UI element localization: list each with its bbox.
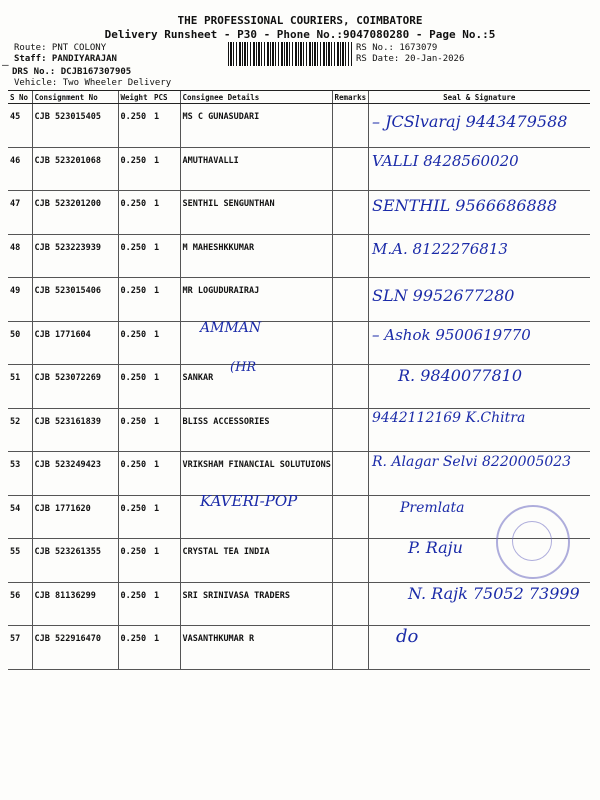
sno-cell: 56 bbox=[8, 582, 32, 626]
sno-cell: 45 bbox=[8, 104, 32, 148]
handwritten-signature: – JCSlvaraj 9443479588 bbox=[372, 112, 568, 131]
handwritten-signature: M.A. 8122276813 bbox=[372, 240, 508, 258]
weight-cell: 0.250 bbox=[118, 234, 152, 278]
sno-cell: 49 bbox=[8, 278, 32, 322]
remarks-cell bbox=[332, 147, 368, 191]
pcs-cell: 1 bbox=[152, 626, 180, 670]
consignee-cell: SANKAR bbox=[180, 365, 332, 409]
sno-cell: 50 bbox=[8, 321, 32, 365]
remarks-cell bbox=[332, 234, 368, 278]
handwritten-signature: 9442112169 K.Chitra bbox=[372, 410, 526, 426]
remarks-cell bbox=[332, 365, 368, 409]
consignee-cell: MR LOGUDURAIRAJ bbox=[180, 278, 332, 322]
consignment-cell: CJB 81136299 bbox=[32, 582, 118, 626]
pcs-cell: 1 bbox=[152, 147, 180, 191]
pcs-cell: 1 bbox=[152, 104, 180, 148]
remarks-cell bbox=[332, 321, 368, 365]
handwritten-signature: N. Rajk 75052 73999 bbox=[408, 584, 580, 603]
route-label: Route: PNT COLONY bbox=[14, 43, 107, 53]
consignee-cell: M MAHESHKKUMAR bbox=[180, 234, 332, 278]
col-weight: Weight bbox=[118, 91, 152, 104]
weight-cell: 0.250 bbox=[118, 582, 152, 626]
consignment-cell: CJB 523201200 bbox=[32, 191, 118, 235]
pcs-cell: 1 bbox=[152, 321, 180, 365]
barcode bbox=[228, 42, 352, 66]
remarks-cell bbox=[332, 495, 368, 539]
consignee-cell: SRI SRINIVASA TRADERS bbox=[180, 582, 332, 626]
consignment-cell: CJB 523072269 bbox=[32, 365, 118, 409]
pcs-cell: 1 bbox=[152, 539, 180, 583]
consignment-cell: CJB 1771620 bbox=[32, 495, 118, 539]
remarks-cell bbox=[332, 191, 368, 235]
remarks-cell bbox=[332, 408, 368, 452]
handwritten-signature: SLN 9952677280 bbox=[372, 286, 515, 305]
page-title: THE PROFESSIONAL COURIERS, COIMBATORE bbox=[177, 14, 423, 27]
weight-cell: 0.250 bbox=[118, 321, 152, 365]
consignment-cell: CJB 523015405 bbox=[32, 104, 118, 148]
consignee-cell: AMUTHAVALLI bbox=[180, 147, 332, 191]
remarks-cell bbox=[332, 582, 368, 626]
handwritten-signature: R. 9840077810 bbox=[398, 366, 523, 385]
consignment-cell: CJB 1771604 bbox=[32, 321, 118, 365]
weight-cell: 0.250 bbox=[118, 278, 152, 322]
weight-cell: 0.250 bbox=[118, 104, 152, 148]
sno-cell: 57 bbox=[8, 626, 32, 670]
col-remarks: Remarks bbox=[332, 91, 368, 104]
col-pcs: PCS bbox=[152, 91, 180, 104]
staff-label: Staff: PANDIYARAJAN bbox=[14, 54, 117, 64]
sno-cell: 48 bbox=[8, 234, 32, 278]
company-seal-inner bbox=[512, 521, 552, 561]
sno-cell: 52 bbox=[8, 408, 32, 452]
pcs-cell: 1 bbox=[152, 582, 180, 626]
pcs-cell: 1 bbox=[152, 278, 180, 322]
handwritten-signature: – Ashok 9500619770 bbox=[372, 326, 531, 344]
rs-number: RS No.: 1673079 bbox=[356, 43, 438, 53]
rs-date: RS Date: 20-Jan-2026 bbox=[356, 54, 465, 64]
consignment-cell: CJB 523201068 bbox=[32, 147, 118, 191]
pcs-cell: 1 bbox=[152, 191, 180, 235]
vehicle-label: Vehicle: Two Wheeler Delivery bbox=[14, 78, 172, 88]
handwritten-signature: P. Raju bbox=[408, 538, 463, 557]
consignee-cell: CRYSTAL TEA INDIA bbox=[180, 539, 332, 583]
remarks-cell bbox=[332, 452, 368, 496]
handwritten-signature: SENTHIL 9566686888 bbox=[372, 196, 558, 215]
weight-cell: 0.250 bbox=[118, 147, 152, 191]
drs-label: DRS No.: DCJB167307905 bbox=[12, 67, 132, 77]
consignment-cell: CJB 523161839 bbox=[32, 408, 118, 452]
sno-cell: 53 bbox=[8, 452, 32, 496]
pcs-cell: 1 bbox=[152, 408, 180, 452]
consignment-cell: CJB 522916470 bbox=[32, 626, 118, 670]
col-consignee: Consignee Details bbox=[180, 91, 332, 104]
pcs-cell: 1 bbox=[152, 495, 180, 539]
sno-cell: 46 bbox=[8, 147, 32, 191]
consignee-cell: VASANTHKUMAR R bbox=[180, 626, 332, 670]
handwritten-signature: VALLI 8428560020 bbox=[372, 152, 519, 170]
consignee-cell: MS C GUNASUDARI bbox=[180, 104, 332, 148]
handwritten-signature: R. Alagar Selvi 8220005023 bbox=[372, 454, 572, 470]
weight-cell: 0.250 bbox=[118, 495, 152, 539]
weight-cell: 0.250 bbox=[118, 539, 152, 583]
weight-cell: 0.250 bbox=[118, 365, 152, 409]
weight-cell: 0.250 bbox=[118, 191, 152, 235]
consignment-cell: CJB 523261355 bbox=[32, 539, 118, 583]
pcs-cell: 1 bbox=[152, 365, 180, 409]
remarks-cell bbox=[332, 104, 368, 148]
consignee-cell: SENTHIL SENGUNTHAN bbox=[180, 191, 332, 235]
pcs-cell: 1 bbox=[152, 452, 180, 496]
col-sno: S No bbox=[8, 91, 32, 104]
weight-cell: 0.250 bbox=[118, 626, 152, 670]
pcs-cell: 1 bbox=[152, 234, 180, 278]
sno-cell: 51 bbox=[8, 365, 32, 409]
remarks-cell bbox=[332, 539, 368, 583]
table-row bbox=[8, 626, 590, 670]
handwritten-signature: do bbox=[396, 626, 419, 647]
sno-cell: 47 bbox=[8, 191, 32, 235]
sno-cell: 55 bbox=[8, 539, 32, 583]
consignment-cell: CJB 523015406 bbox=[32, 278, 118, 322]
remarks-cell bbox=[332, 278, 368, 322]
remarks-cell bbox=[332, 626, 368, 670]
weight-cell: 0.250 bbox=[118, 408, 152, 452]
company-seal bbox=[496, 505, 570, 579]
consignee-cell: VRIKSHAM FINANCIAL SOLUTUIONS bbox=[180, 452, 332, 496]
col-consignment: Consignment No bbox=[32, 91, 118, 104]
table-header bbox=[8, 91, 590, 104]
consignment-cell: CJB 523223939 bbox=[32, 234, 118, 278]
sno-cell: 54 bbox=[8, 495, 32, 539]
handwritten-note: KAVERI-POP bbox=[200, 492, 298, 510]
col-signature: Seal & Signature bbox=[368, 91, 590, 104]
margin-tick-mark: ‒ bbox=[2, 58, 9, 71]
weight-cell: 0.250 bbox=[118, 452, 152, 496]
page-subtitle: Delivery Runsheet - P30 - Phone No.:9047080280 - Page No.:5 bbox=[104, 28, 496, 41]
handwritten-note: (HR bbox=[230, 360, 257, 375]
consignee-cell: BLISS ACCESSORIES bbox=[180, 408, 332, 452]
handwritten-note: AMMAN bbox=[200, 320, 262, 336]
consignment-cell: CJB 523249423 bbox=[32, 452, 118, 496]
handwritten-signature: Premlata bbox=[400, 500, 465, 516]
